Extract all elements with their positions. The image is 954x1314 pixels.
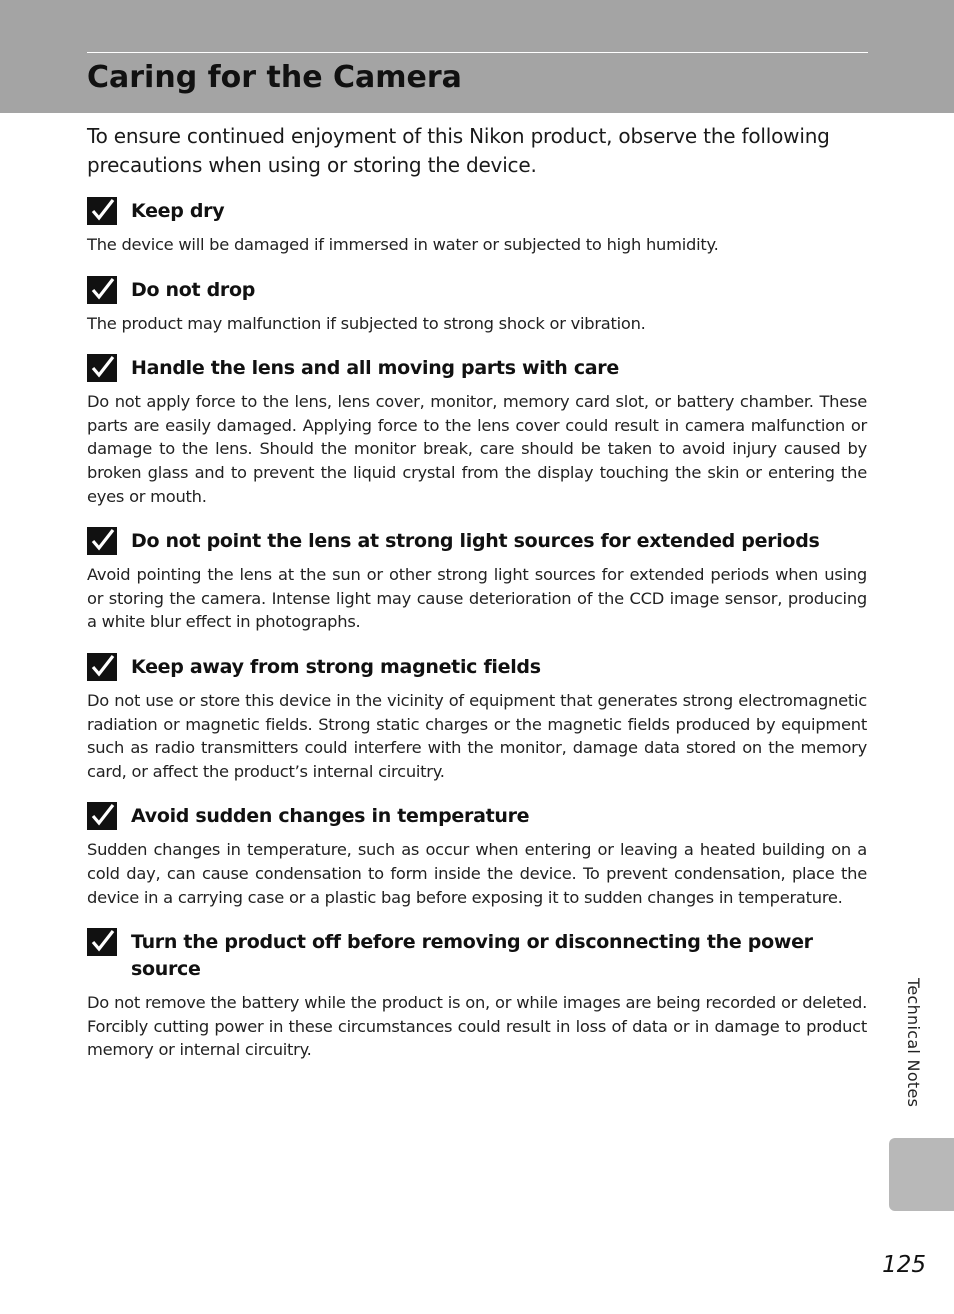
page-header-band [0, 0, 954, 113]
section-body: Sudden changes in temperature, such as occur when entering or leaving a heated building on a cold day, can cause condensation to form inside the device. To prevent condensation, place the device in a carrying case or a plastic bag before exposing it to sudden changes in temperature. [87, 840, 867, 907]
section-title: Do not point the lens at strong light sources for extended periods [131, 530, 820, 553]
section-body: The device will be damaged if immersed in water or subjected to high humidity. [87, 235, 719, 254]
section-do-not-drop [87, 277, 867, 336]
section-heading [87, 654, 867, 681]
section-title: Keep dry [131, 200, 225, 222]
page-content [87, 122, 867, 1082]
section-body: Do not apply force to the lens, lens cover, monitor, memory card slot, or battery chamber. These parts are easily damaged. Applying force to the lens cover could result in camera malfunction or damage to the lens. Should the monitor break, care should be taken to avoid injury caused by broken glass and to prevent the liquid crystal from the display touching the skin or entering the eyes or mouth. [87, 392, 867, 506]
caution-check-icon [87, 653, 117, 681]
section-power-source [87, 929, 867, 1062]
section-temperature [87, 803, 867, 909]
section-heading [87, 528, 867, 555]
section-heading [87, 277, 867, 304]
section-title: Do not drop [131, 278, 256, 301]
intro-paragraph: To ensure continued enjoyment of this Nikon product, observe the following precautions when using or storing the device. [87, 124, 830, 177]
section-magnetic-fields [87, 654, 867, 783]
header-rule [87, 52, 868, 53]
section-title: Keep away from strong magnetic fields [131, 655, 541, 678]
page-number: 125 [882, 1252, 926, 1278]
section-title: Avoid sudden changes in temperature [131, 805, 530, 828]
section-body: The product may malfunction if subjected to strong shock or vibration. [87, 313, 646, 333]
chapter-side-label: Technical Notes [904, 978, 923, 1108]
caution-check-icon [87, 354, 117, 382]
chapter-thumb-tab [889, 1138, 954, 1211]
section-heading [87, 929, 867, 983]
section-title: Turn the product off before removing or disconnecting the power source [131, 931, 813, 981]
section-body: Do not use or store this device in the vicinity of equipment that generates strong electromagnetic radiation or magnetic fields. Strong static charges or the magnetic fields produced by equipment such as radio transmitters could interfere with the monitor, damage data stored on the memory card, or affect the product’s internal circuitry. [87, 690, 867, 781]
page-title: Caring for the Camera [87, 60, 462, 95]
caution-check-icon [87, 802, 117, 830]
section-body: Do not remove the battery while the product is on, or while images are being recorded or deleted. Forcibly cutting power in these circumstances could result in loss of data or in damage to product memory or internal circuitry. [87, 993, 867, 1060]
section-heading [87, 198, 867, 225]
section-body: Avoid pointing the lens at the sun or other strong light sources for extended periods when using or storing the camera. Intense light may cause deterioration of the CCD image sensor, producing a white blur effect in photographs. [87, 565, 867, 632]
caution-check-icon [87, 276, 117, 304]
caution-check-icon [87, 928, 117, 956]
section-handle-lens [87, 355, 867, 508]
section-title: Handle the lens and all moving parts with care [131, 357, 619, 380]
section-heading [87, 803, 867, 830]
section-heading [87, 355, 867, 382]
section-strong-light [87, 528, 867, 634]
caution-check-icon [87, 527, 117, 555]
section-keep-dry [87, 198, 867, 257]
caution-check-icon [87, 197, 117, 225]
